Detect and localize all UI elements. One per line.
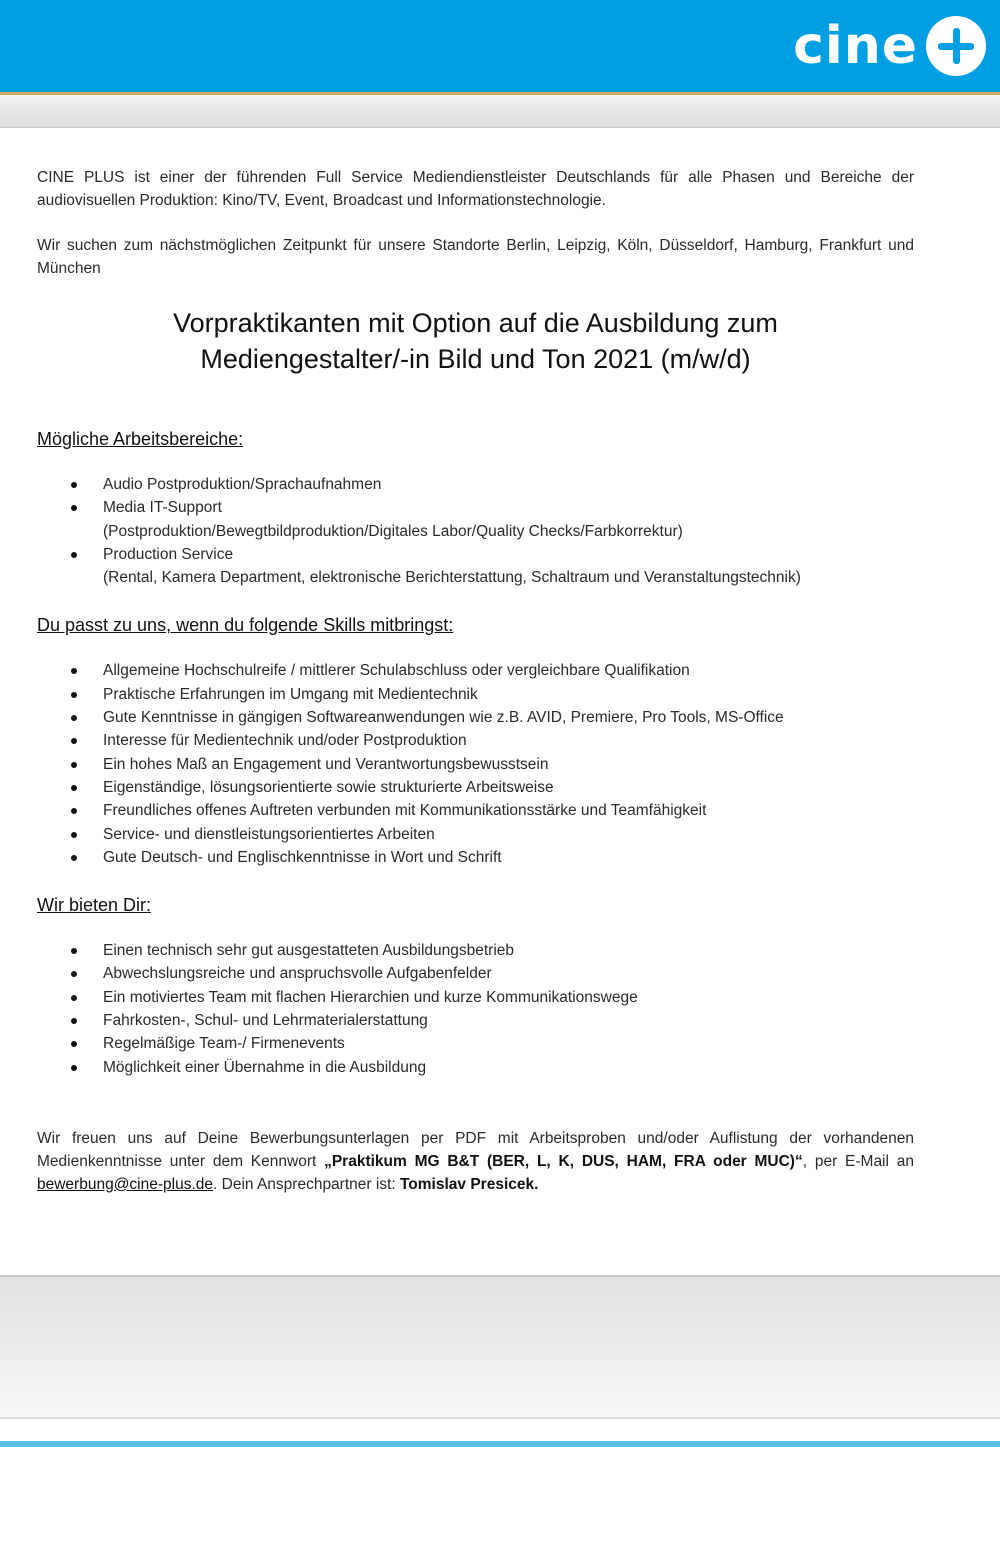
list-item bbox=[37, 473, 914, 496]
list-item: Einen technisch sehr gut ausgestatteten Ausbildungsbetrieb bbox=[37, 939, 914, 962]
list-item: Ein hohes Maß an Engagement und Verantwortungsbewusstsein bbox=[37, 753, 914, 776]
list-item: Gute Deutsch- und Englischkenntnisse in Wort und Schrift bbox=[37, 846, 914, 869]
job-posting bbox=[37, 166, 914, 1196]
plus-circle-icon bbox=[926, 16, 986, 76]
application-info bbox=[37, 1127, 914, 1196]
header-gradient-band bbox=[0, 95, 1000, 128]
cine-plus-logo bbox=[793, 14, 986, 78]
email-link[interactable]: bewerbung@cine-plus.de bbox=[37, 1175, 214, 1193]
section-title-offer: Wir bieten Dir: bbox=[37, 895, 152, 916]
area-detail: (Rental, Kamera Department, elektronische Berichterstattung, Schaltraum und Veranstaltungstechnik) bbox=[103, 569, 801, 587]
list-item: Gute Kenntnisse in gängigen Softwareanwendungen wie z.B. AVID, Premiere, Pro Tools, MS-Office bbox=[37, 706, 914, 729]
section-title-areas: Mögliche Arbeitsbereiche: bbox=[37, 429, 244, 449]
job-title-line-1: Vorpraktikanten mit Option auf die Ausbildung zum bbox=[173, 308, 778, 338]
list-item: Interesse für Medientechnik und/oder Postproduktion bbox=[37, 729, 914, 752]
footer-gradient-band bbox=[0, 1277, 1000, 1417]
list-item: Abwechslungsreiche und anspruchsvolle Aufgabenfelder bbox=[37, 962, 914, 985]
skills-list bbox=[37, 659, 914, 869]
footer-divider bbox=[0, 1417, 1000, 1419]
list-item: Eigenständige, lösungsorientierte sowie strukturierte Arbeitsweise bbox=[37, 776, 914, 799]
list-item bbox=[37, 496, 914, 543]
list-item: Praktische Erfahrungen im Umgang mit Medientechnik bbox=[37, 683, 914, 706]
job-title-line-2: Mediengestalter/-in Bild und Ton 2021 (m/w/d) bbox=[200, 344, 751, 374]
area-label: Media IT-Support bbox=[103, 499, 222, 517]
list-item bbox=[37, 543, 914, 590]
closing-text: Wir freuen uns auf Deine Bewerbungsunterlagen per PDF mit Arbeitsproben und/oder Auflistung der vorhandenen Medienkenntnisse unter dem Kennwort bbox=[37, 1129, 914, 1170]
closing-text: . Dein Ansprechpartner ist: bbox=[213, 1175, 400, 1193]
closing-text: , per E-Mail an bbox=[802, 1152, 914, 1170]
footer-blue-stripe bbox=[0, 1441, 1000, 1447]
list-item: Regelmäßige Team-/ Firmenevents bbox=[37, 1032, 914, 1055]
area-label: Production Service bbox=[103, 545, 234, 563]
areas-list bbox=[37, 473, 914, 589]
section-title-skills: Du passt zu uns, wenn du folgende Skills mitbringst: bbox=[37, 615, 454, 636]
contact-person: Tomislav Presicek. bbox=[399, 1175, 539, 1193]
intro-paragraph-company: CINE PLUS ist einer der führenden Full Service Mediendienstleister Deutschlands für alle Phasen und Bereiche der audiovisuellen Produktion: Kino/TV, Event, Broadcast und Informationstechnologie. bbox=[37, 169, 914, 209]
list-item: Fahrkosten-, Schul- und Lehrmaterialerstattung bbox=[37, 1009, 914, 1032]
list-item: Ein motiviertes Team mit flachen Hierarchien und kurze Kommunikationswege bbox=[37, 986, 914, 1009]
intro-paragraph-locations: Wir suchen zum nächstmöglichen Zeitpunkt für unsere Standorte Berlin, Leipzig, Köln, Düsseldorf, Hamburg, Frankfurt und München bbox=[37, 237, 914, 277]
list-item: Allgemeine Hochschulreife / mittlerer Schulabschluss oder vergleichbare Qualifikation bbox=[37, 659, 914, 682]
area-detail: (Postproduktion/Bewegtbildproduktion/Digitales Labor/Quality Checks/Farbkorrektur) bbox=[103, 522, 683, 540]
application-code: „Praktikum MG B&T (BER, L, K, DUS, HAM, FRA oder MUC)“ bbox=[324, 1152, 803, 1170]
list-item: Service- und dienstleistungsorientiertes Arbeiten bbox=[37, 823, 914, 846]
list-item: Möglichkeit einer Übernahme in die Ausbildung bbox=[37, 1056, 914, 1079]
area-label: Audio Postproduktion/Sprachaufnahmen bbox=[103, 476, 382, 493]
list-item: Freundliches offenes Auftreten verbunden mit Kommunikationsstärke und Teamfähigkeit bbox=[37, 799, 914, 822]
job-title bbox=[37, 305, 914, 377]
header-bar bbox=[0, 0, 1000, 92]
offer-list bbox=[37, 939, 914, 1079]
logo-text: cine bbox=[793, 16, 918, 76]
